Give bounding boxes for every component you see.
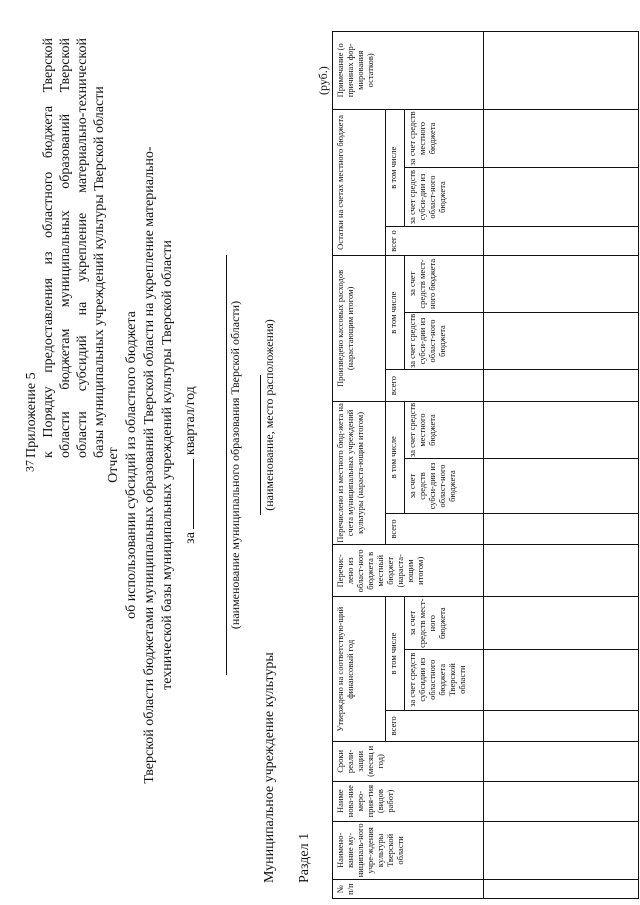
header-balance: Остатки на счетах местного бюджета [333, 109, 386, 256]
header-balance-subsidy: за счет средств субси-дии из област-ного бюджета [405, 168, 484, 227]
report-title-line: Тверской области бюджетами муниципальных образований Тверской области на укрепление материально- [142, 146, 157, 784]
report-title-line: технической базы муниципальных учреждений культуры Тверской области [160, 240, 175, 690]
appendix-title: Приложение 5 [24, 372, 39, 458]
table-cell [484, 821, 639, 880]
table-cell [484, 459, 639, 513]
table-cell [484, 370, 639, 401]
header-approved: Утверждено на соответствую-щий финансовый год [333, 597, 386, 741]
currency-unit: (руб.) [316, 66, 330, 95]
header-approved-subsidy: за счет средств субсидии из областного бюджета Тверской области [405, 649, 484, 710]
municipality-caption: (наименование муниципального образования Тверской области) [228, 300, 242, 630]
page-number: 37 [22, 460, 37, 472]
report-title [105, 25, 177, 905]
table-cell [484, 741, 639, 781]
appendix-block [23, 38, 108, 458]
appendix-line: области субсидий на укрепление материально-технической [75, 38, 90, 458]
appendix-line: области бюджетам муниципальных образований Тверской [58, 38, 73, 458]
period-blank [193, 459, 194, 529]
header-transferred-local-funds: за счет средств местного бюджета [405, 401, 484, 459]
header-note: Примечание (о причинах фор-мирования остатков) [333, 32, 484, 110]
table-cell [484, 312, 639, 370]
header-transferred-local: Перечислено из местного бюд-жета на счета муниципальных учреждений культуры (нараста-ющим итогом) [333, 401, 386, 544]
header-transferred-regional: Перечис-лено из област-ного бюджета в местный бюджет (нараста-ющим итогом) [333, 545, 484, 597]
header-work-type: Наиме нова-ние меро-прия-тия (видов работ) [333, 781, 484, 821]
table-cell [484, 256, 639, 313]
institution-label: Муниципальное учреждение культуры [262, 652, 277, 883]
table-cell [484, 513, 639, 544]
header-approved-local: за счет средств мест-ного бюджета [405, 597, 484, 649]
header-approved-total: всего [386, 710, 484, 741]
table-row [484, 32, 639, 899]
header-number: № п/п [333, 880, 484, 899]
header-institution-name: Наимено-вание му-ниципаль-ного учре-ждения культуры Тверской области [333, 821, 484, 880]
header-cash-local: за счет средств мест-ного бюджета [405, 256, 484, 313]
section-title: Раздел 1 [297, 832, 312, 883]
header-transferred-including: в том числе [386, 401, 405, 513]
report-period [183, 25, 199, 905]
table-cell [484, 226, 639, 255]
institution-caption: (наименование, место расположения) [262, 319, 276, 511]
table-cell [484, 649, 639, 710]
table-header-row [333, 32, 386, 899]
table-cell [484, 880, 639, 899]
header-balance-total: всег о [386, 226, 484, 255]
period-prefix: за [183, 532, 198, 544]
header-balance-including: в том числе [386, 109, 405, 226]
header-transferred-subsidy: за счет средств субси-дии из област-ного бюджета [405, 459, 484, 513]
report-table [332, 31, 639, 899]
institution-line [260, 375, 261, 515]
table-cell [484, 781, 639, 821]
period-suffix: квартал/год [183, 386, 198, 456]
header-cash-total: всего [386, 370, 484, 401]
table-cell [484, 710, 639, 741]
header-cash-subsidy: за счет средств субси-дии из област-ного бюджета [405, 312, 484, 370]
rotated-page-content [0, 25, 620, 905]
municipality-line [226, 255, 227, 675]
table-cell [484, 109, 639, 168]
header-term: Сроки реали-зации (месяц и год) [333, 741, 484, 781]
table-cell [484, 401, 639, 459]
header-cash-expenses: Произведено кассовых расходов (нарастающим итогом) [333, 256, 386, 402]
appendix-line: базы муниципальных учреждений культуры Тверской области [92, 86, 107, 458]
report-title-line: об использовании субсидий из областного бюджета [124, 311, 139, 619]
header-transferred-total: всего [386, 513, 484, 544]
table-cell [484, 545, 639, 597]
table-cell [484, 32, 639, 110]
header-approved-including: в том числе [386, 597, 405, 710]
header-balance-local: за счет средств местного бюджета [405, 109, 484, 168]
report-heading: Отчет [106, 447, 121, 483]
header-cash-including: в том числе [386, 256, 405, 370]
table-cell [484, 597, 639, 649]
table-cell [484, 168, 639, 227]
appendix-line: к Порядку предоставления из областного бюджета Тверской [41, 38, 56, 458]
